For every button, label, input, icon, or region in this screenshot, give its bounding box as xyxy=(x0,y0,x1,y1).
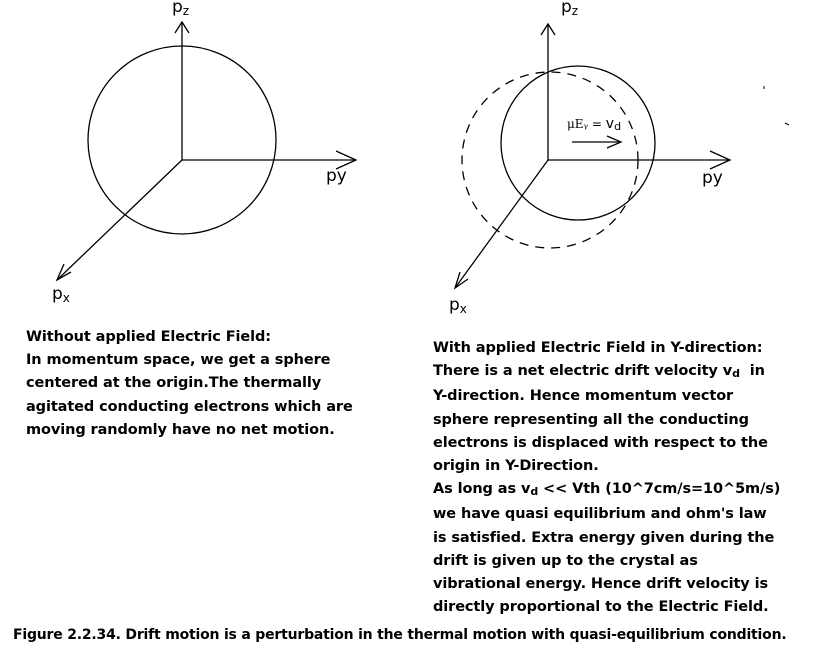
right-pz-subscript: z xyxy=(571,4,579,18)
right-displaced-sphere xyxy=(501,66,655,220)
right-pz-label xyxy=(561,0,578,20)
right-py-label xyxy=(702,170,723,187)
right-description-line xyxy=(433,478,780,503)
right-px-subscript: x xyxy=(459,302,467,316)
right-momentum-diagram xyxy=(455,24,789,288)
line7-text: As long as v xyxy=(433,481,531,498)
left-description-line: Without applied Electric Field: xyxy=(26,329,271,345)
stray-mark xyxy=(785,123,789,125)
left-description xyxy=(26,326,353,442)
left-momentum-diagram xyxy=(57,22,356,280)
right-pz-letter: p xyxy=(561,0,572,17)
right-description-line: directly proportional to the Electric Field. xyxy=(433,599,769,616)
right-px-axis xyxy=(455,160,548,288)
right-description-line xyxy=(433,360,780,385)
left-description-line: centered at the origin.The thermally xyxy=(26,375,322,392)
left-py-text: py xyxy=(326,166,347,186)
line2-text: There is a net electric drift velocity v xyxy=(433,363,733,380)
left-pz-subscript: z xyxy=(182,4,190,18)
right-description-line: origin in Y-Direction. xyxy=(433,458,599,475)
right-description-line: is satisfied. Extra energy given during the xyxy=(433,529,775,546)
line7-tail: << Vth (10^7cm/s=10^5m/s) xyxy=(538,481,781,498)
left-pz-letter: p xyxy=(172,0,183,17)
drift-velocity-annotation xyxy=(567,116,621,133)
line2-tail: in xyxy=(739,363,765,380)
figure-caption: Figure 2.2.34. Drift motion is a perturbation in the thermal motion with quasi-equilibrium condition. xyxy=(13,627,787,643)
right-description-line: we have quasi equilibrium and ohm's law xyxy=(433,506,767,523)
right-description-line: drift is given up to the crystal as xyxy=(433,552,698,569)
annotation-v: v xyxy=(605,116,615,132)
left-py-label xyxy=(326,168,347,185)
left-description-line: agitated conducting electrons which are xyxy=(26,398,353,415)
left-px-letter: p xyxy=(52,284,63,304)
annotation-mu-e: μEᵧ = xyxy=(567,117,606,131)
left-px-axis xyxy=(57,160,182,280)
left-px-label xyxy=(52,286,70,307)
right-description-line: electrons is displaced with respect to the xyxy=(433,434,768,451)
right-px-label xyxy=(449,297,467,318)
left-pz-label xyxy=(172,0,189,20)
right-description-line: Y-direction. Hence momentum vector xyxy=(433,388,734,405)
left-px-subscript: x xyxy=(62,291,70,305)
left-description-line: In momentum space, we get a sphere xyxy=(26,352,331,369)
right-description-line: With applied Electric Field in Y-direction: xyxy=(433,340,763,356)
line7-subscript: d xyxy=(530,485,539,499)
right-description xyxy=(433,337,780,619)
right-description-line: vibrational energy. Hence drift velocity is xyxy=(433,576,768,593)
left-description-line: moving randomly have no net motion. xyxy=(26,421,335,438)
right-description-line: sphere representing all the conducting xyxy=(433,411,749,428)
annotation-subscript: d xyxy=(614,120,622,133)
right-px-letter: p xyxy=(449,295,460,315)
right-py-text: py xyxy=(702,168,723,188)
line2-subscript: d xyxy=(732,367,740,381)
